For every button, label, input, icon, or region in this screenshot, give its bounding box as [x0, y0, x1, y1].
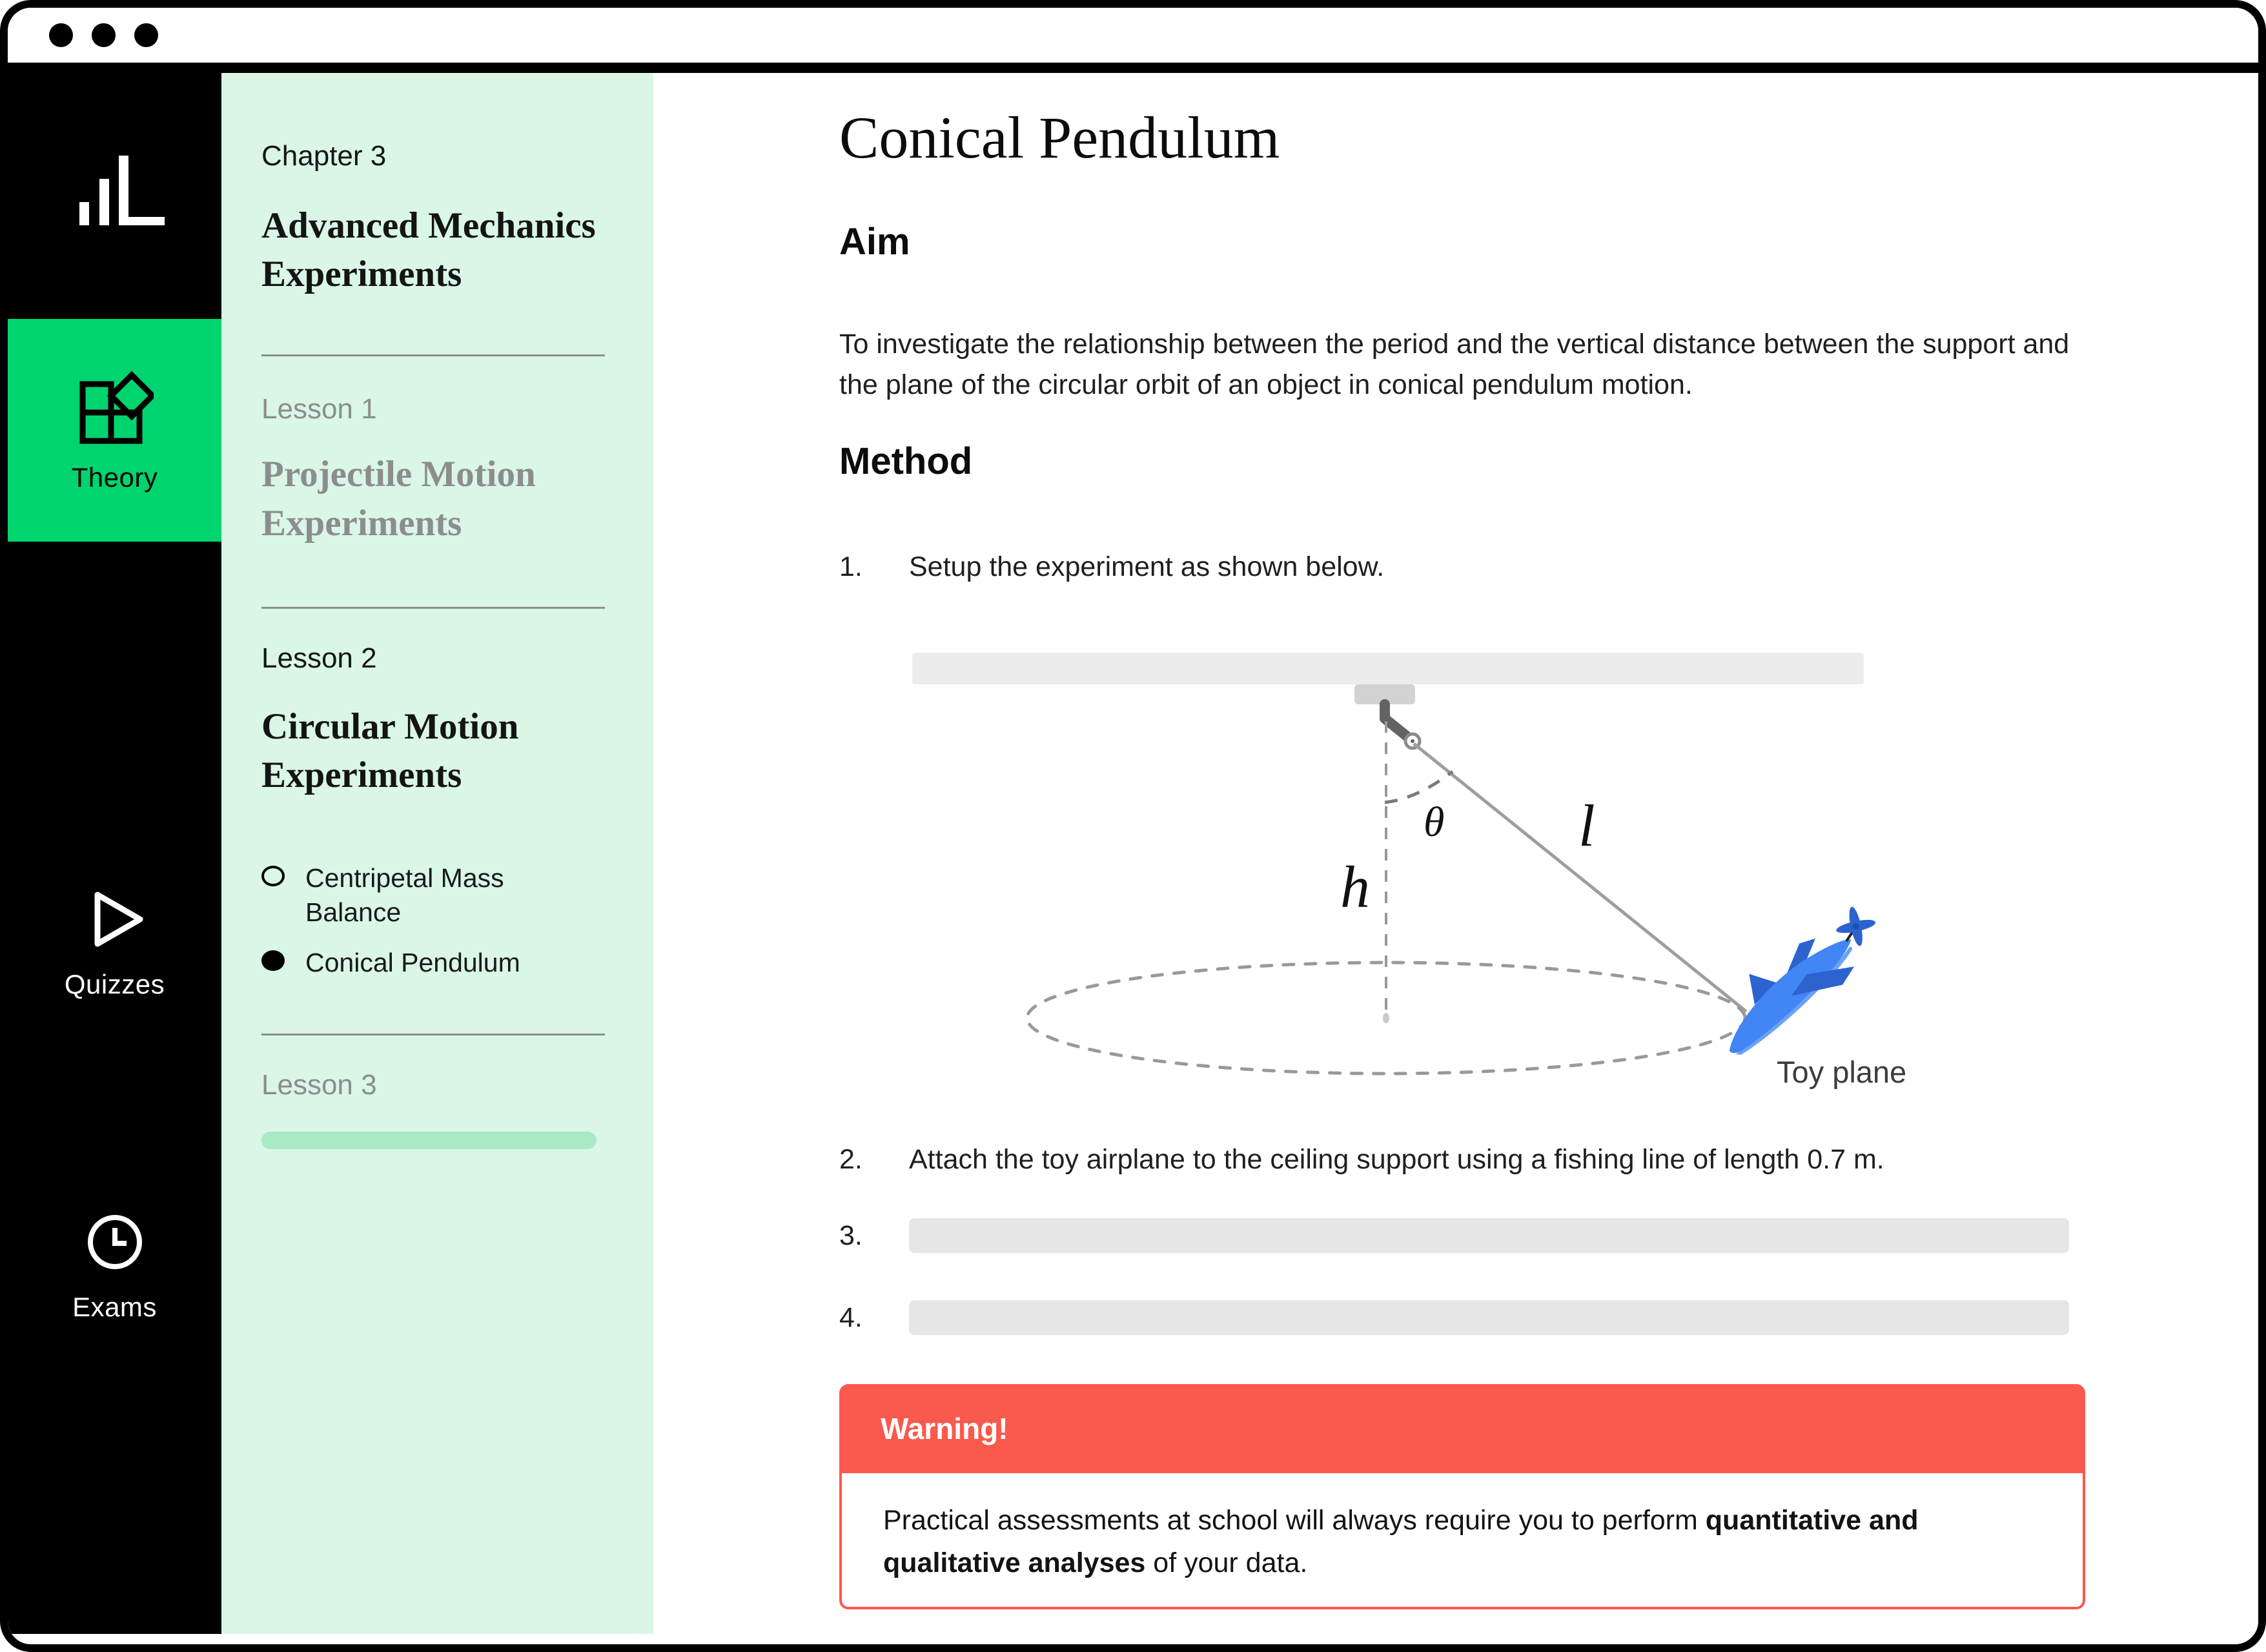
method-heading: Method — [839, 440, 973, 482]
warning-body — [839, 1473, 2085, 1609]
method-step-1 — [839, 547, 2085, 586]
chapter-label: Chapter 3 — [261, 140, 387, 172]
nav-label-quizzes: Quizzes — [64, 969, 165, 999]
lesson-3-label[interactable]: Lesson 3 — [261, 1068, 377, 1101]
sidebar-divider — [261, 607, 605, 609]
lesson-1-title[interactable]: Projectile Motion Experiments — [261, 454, 536, 544]
warning-text-pre: Practical assessments at school will always require you to perform — [883, 1504, 1706, 1536]
nav-label-exams: Exams — [72, 1292, 157, 1322]
step-number: 2. — [839, 1144, 863, 1176]
radio-unselected-icon[interactable] — [261, 866, 285, 886]
nav-item-quizzes[interactable] — [8, 887, 221, 998]
toy-plane-label: Toy plane — [1777, 1055, 1907, 1090]
boxes-icon — [76, 370, 154, 447]
lesson-2-label[interactable]: Lesson 2 — [261, 642, 377, 674]
warning-text-bold: quantitative and qualitative analyses — [883, 1504, 1919, 1579]
window-control-dot[interactable] — [92, 23, 116, 47]
height-label: h — [1340, 854, 1370, 921]
warning-text-post: of your data. — [1145, 1547, 1308, 1579]
ceiling-bar — [912, 653, 1864, 684]
method-step-3 — [839, 1216, 2085, 1255]
step-placeholder-bar — [909, 1218, 2069, 1253]
topic-conical-pendulum[interactable] — [261, 946, 605, 979]
angle-label: θ — [1424, 799, 1445, 846]
aim-heading: Aim — [839, 220, 910, 263]
topic-label: Conical Pendulum — [305, 948, 520, 978]
step-number: 3. — [839, 1220, 863, 1252]
step-text: Attach the toy airplane to the ceiling support using a fishing line of length 0.7 m. — [909, 1144, 1884, 1176]
step-text: Setup the experiment as shown below. — [909, 551, 1385, 582]
clock-icon — [83, 1210, 147, 1274]
method-step-2 — [839, 1140, 2085, 1179]
nav-item-theory[interactable] — [8, 319, 221, 542]
radio-selected-icon[interactable] — [261, 950, 285, 971]
app-logo[interactable] — [72, 156, 165, 229]
window-control-dot[interactable] — [134, 23, 158, 47]
length-label: l — [1578, 793, 1595, 859]
main-content — [653, 73, 2258, 1634]
method-step-4 — [839, 1298, 2085, 1337]
nav-label-theory: Theory — [71, 462, 158, 493]
lesson-2-topics — [261, 861, 605, 979]
bar-chart-logo-icon — [72, 156, 165, 225]
step-placeholder-bar — [909, 1300, 2069, 1335]
aim-text: To investigate the relationship between the period and the vertical distance between the support and the plane of the circular orbit of an object in conical pendulum motion. — [839, 328, 2070, 400]
warning-header — [839, 1384, 2085, 1473]
window-titlebar — [8, 8, 2258, 73]
pivot-dot — [1411, 739, 1414, 743]
circle-center-dot — [1383, 1013, 1389, 1023]
lesson-2-title[interactable]: Circular Motion Experiments — [261, 706, 519, 796]
toy-plane-icon — [1700, 889, 1895, 1068]
window-control-dot[interactable] — [49, 23, 73, 47]
nav-rail — [8, 73, 221, 1634]
topic-label: Centripetal Mass Balance — [305, 863, 504, 927]
warning-title: Warning! — [881, 1411, 1008, 1445]
lesson-3-progress-bar — [261, 1132, 597, 1149]
sidebar-divider — [261, 354, 605, 356]
lesson-sidebar — [221, 73, 653, 1634]
nav-item-exams[interactable] — [8, 1210, 221, 1321]
conical-pendulum-diagram — [839, 649, 2085, 1094]
step-number: 4. — [839, 1301, 863, 1333]
sidebar-divider — [261, 1034, 605, 1035]
page-title: Conical Pendulum — [839, 105, 1280, 170]
chapter-title: Advanced Mechanics Experiments — [261, 205, 596, 295]
lesson-1-label[interactable]: Lesson 1 — [261, 393, 377, 425]
angle-arc — [1385, 771, 1453, 802]
topic-centripetal-mass-balance[interactable] — [261, 861, 605, 929]
step-number: 1. — [839, 551, 863, 582]
warning-callout — [839, 1384, 2085, 1609]
play-icon — [79, 887, 150, 952]
